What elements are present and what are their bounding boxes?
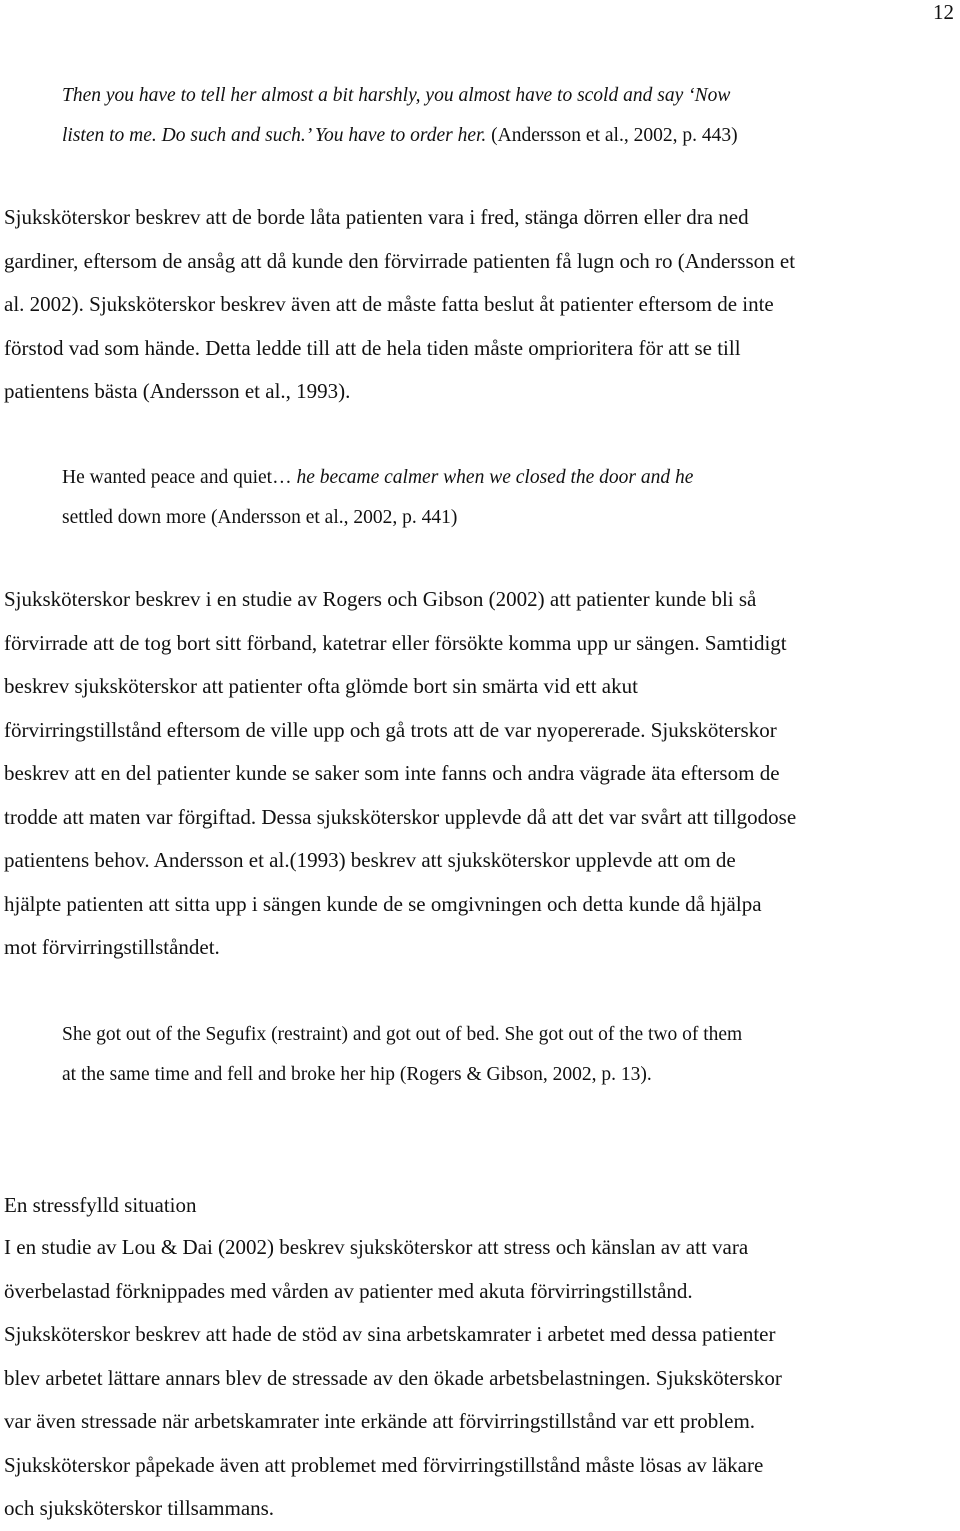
quote-2-line-1: He wanted peace and quiet… he became calmer when we closed the door and he	[62, 467, 694, 488]
paragraph-2-line: trodde att maten var förgiftad. Dessa sjuksköterskor upplevde då att det var svårt att tillgodose	[4, 804, 797, 829]
paragraph-3-line: I en studie av Lou & Dai (2002) beskrev sjuksköterskor att stress och känslan av att vara	[4, 1235, 749, 1259]
quote-1-line-1: Then you have to tell her almost a bit harshly, you almost have to scold and say ‘Now	[62, 85, 731, 106]
paragraph-1-line: Sjuksköterskor beskrev att de borde låta patienten vara i fred, stänga dörren eller dra ned	[4, 205, 749, 229]
paragraph-1-line: patientens bästa (Andersson et al., 1993).	[4, 379, 351, 403]
section-heading: En stressfylld situation	[4, 1193, 197, 1217]
paragraph-2-line: patientens behov. Andersson et al.(1993) beskrev att sjuksköterskor upplevde att om de	[4, 848, 736, 872]
page-number: 12	[933, 0, 954, 24]
block-quote-2	[62, 458, 952, 538]
quote-3-line-1: She got out of the Segufix (restraint) and got out of bed. She got out of the two of them	[62, 1024, 743, 1045]
paragraph-3-line: blev arbetet lättare annars blev de stressade av den ökade arbetsbelastningen. Sjuksköterskor	[4, 1365, 782, 1390]
paragraph-1-line: förstod vad som hände. Detta ledde till att de hela tiden måste omprioritera för att se till	[4, 335, 741, 360]
quote-2-line-2: settled down more (Andersson et al., 2002, p. 441)	[62, 507, 458, 528]
paragraph-2-line: Sjuksköterskor beskrev i en studie av Rogers och Gibson (2002) att patienter kunde bli så	[4, 587, 757, 611]
paragraph-2-line: beskrev att en del patienter kunde se saker som inte fanns och andra vägrade äta eftersom de	[4, 761, 780, 785]
paragraph-1	[4, 196, 956, 414]
paragraph-3-line: överbelastad förknippades med vården av patienter med akuta förvirringstillstånd.	[4, 1278, 693, 1303]
paragraph-3	[4, 1226, 956, 1531]
block-quote-1	[62, 76, 952, 156]
quote-3-line-2: at the same time and fell and broke her hip (Rogers & Gibson, 2002, p. 13).	[62, 1064, 652, 1085]
paragraph-1-line: al. 2002). Sjuksköterskor beskrev även att de måste fatta beslut åt patienter eftersom de inte	[4, 292, 774, 316]
paragraph-2	[4, 578, 956, 970]
paragraph-1-line: gardiner, eftersom de ansåg att då kunde den förvirrade patienten få lugn och ro (Andersson et	[4, 248, 796, 273]
quote-1-line-2: listen to me. Do such and such.’ You have to order her. (Andersson et al., 2002, p. 443)	[62, 125, 738, 146]
paragraph-3-line: och sjuksköterskor tillsammans.	[4, 1496, 275, 1520]
paragraph-3-line: Sjuksköterskor påpekade även att problemet med förvirringstillstånd måste lösas av läkare	[4, 1452, 764, 1477]
paragraph-2-line: förvirrade att de tog bort sitt förband, katetrar eller försökte komma upp ur sängen. Samtidigt	[4, 630, 787, 655]
block-quote-3	[62, 1015, 952, 1095]
paragraph-3-line: var även stressade när arbetskamrater inte erkände att förvirringstillstånd var ett problem.	[4, 1409, 756, 1433]
paragraph-2-line: hjälpte patienten att sitta upp i sängen kunde de se omgivningen och detta kunde då hjälpa	[4, 891, 762, 916]
paragraph-3-line: Sjuksköterskor beskrev att hade de stöd av sina arbetskamrater i arbetet med dessa patienter	[4, 1322, 776, 1346]
paragraph-2-line: mot förvirringstillståndet.	[4, 935, 220, 959]
paragraph-2-line: beskrev sjuksköterskor att patienter ofta glömde bort sin smärta vid ett akut	[4, 674, 638, 698]
paragraph-2-line: förvirringstillstånd eftersom de ville upp och gå trots att de var nyopererade. Sjuksköterskor	[4, 717, 777, 742]
